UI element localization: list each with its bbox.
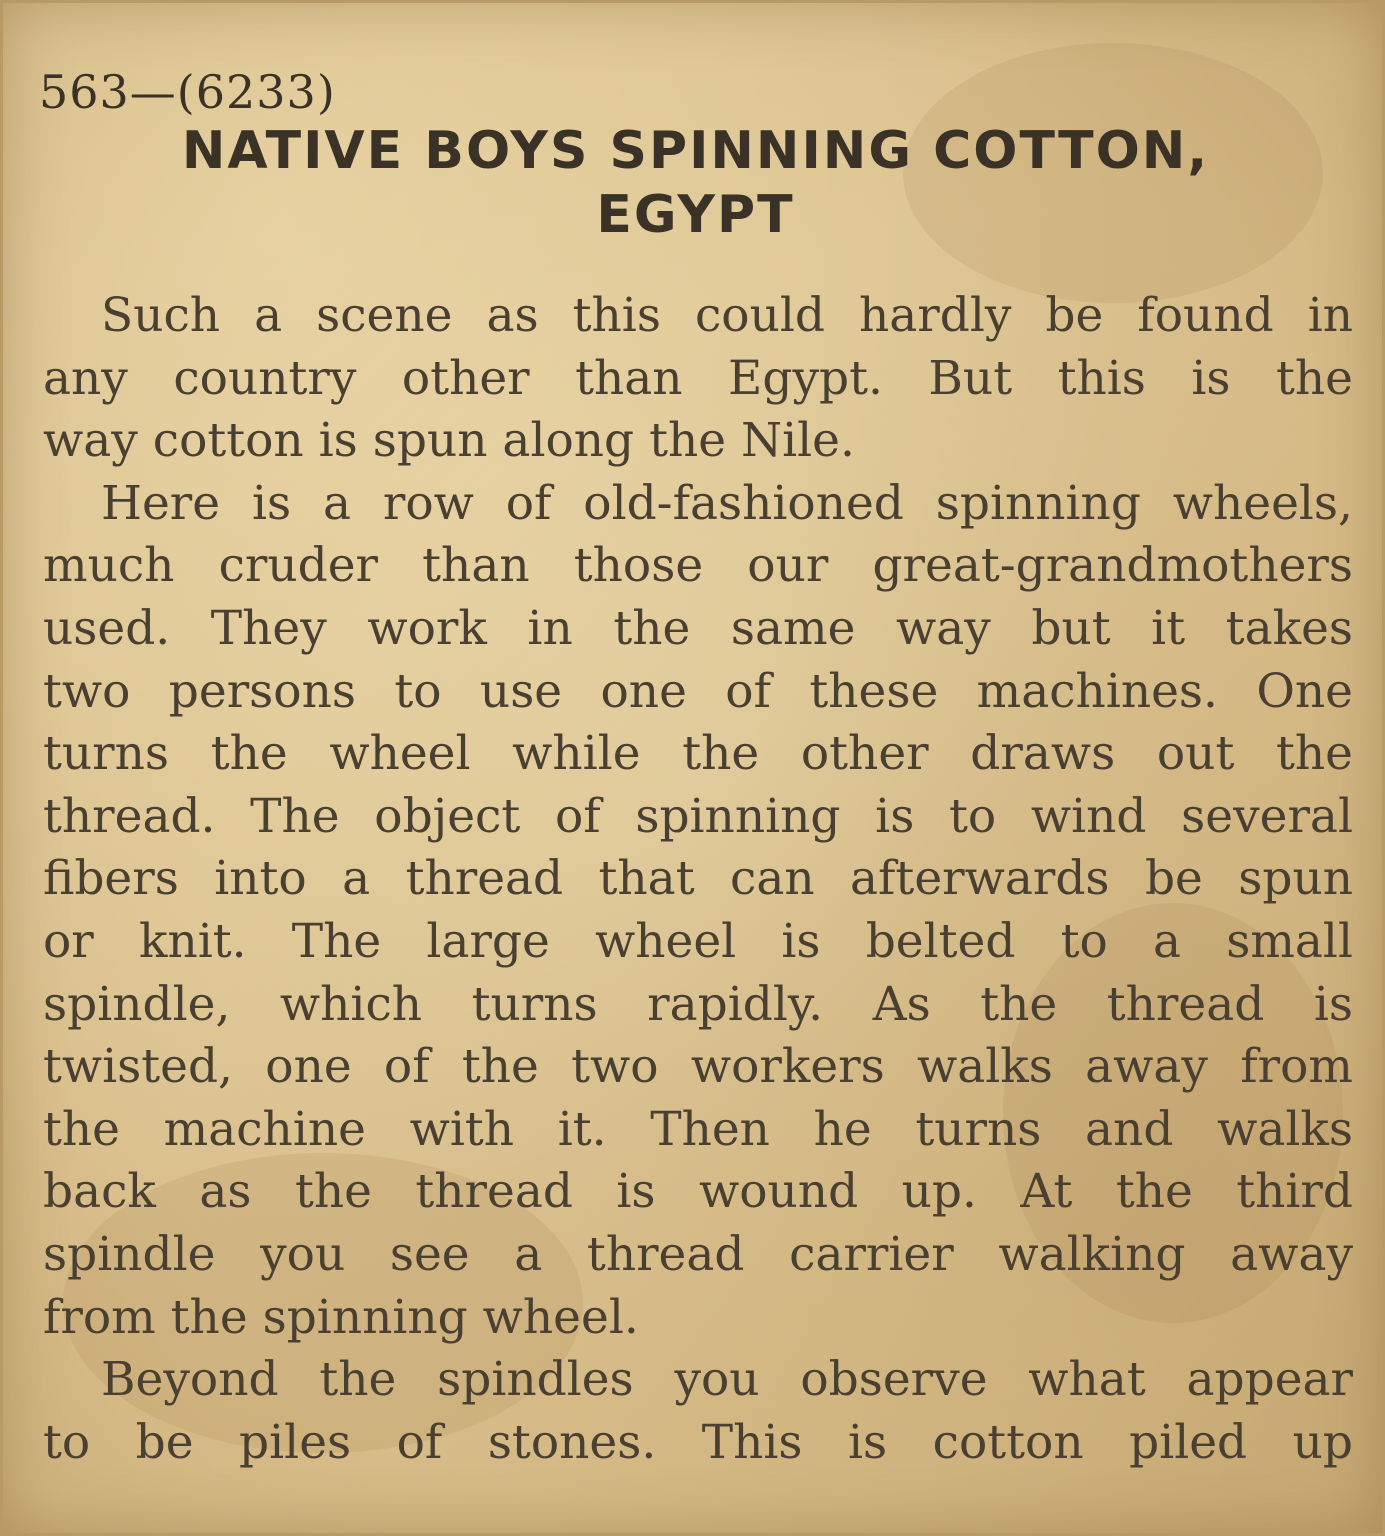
text-line: Here is a row of old-fashioned spinning wheels,	[101, 475, 1353, 531]
text-line: any country other than Egypt. But this is the	[43, 350, 1353, 406]
card-title-line-1: NATIVE BOYS SPINNING COTTON,	[181, 121, 1210, 181]
text-line: spindle, which turns rapidly. As the thread is	[43, 976, 1353, 1032]
text-line: to be piles of stones. This is cotton piled up	[43, 1414, 1353, 1470]
text-line: two persons to use one of these machines. One	[43, 663, 1353, 719]
text-line: turns the wheel while the other draws out the	[43, 726, 1353, 782]
text-line: twisted, one of the two workers walks away from	[43, 1039, 1353, 1095]
text-line: much cruder than those our great-grandmothers	[43, 538, 1353, 594]
text-line: from the spinning wheel.	[43, 1289, 639, 1345]
text-line: or knit. The large wheel is belted to a small	[43, 913, 1353, 969]
text-line: fibers into a thread that can afterwards be spun	[43, 851, 1353, 907]
text-line: way cotton is spun along the Nile.	[43, 413, 855, 469]
text-line: Such a scene as this could hardly be found in	[101, 288, 1353, 343]
card-title-line-2: EGYPT	[596, 185, 795, 245]
text-line: used. They work in the same way but it takes	[43, 600, 1353, 656]
text-line: spindle you see a thread carrier walking away	[43, 1226, 1353, 1282]
catalog-number: 563—(6233)	[39, 65, 336, 119]
description-text	[43, 285, 1353, 1474]
card-title	[63, 119, 1328, 247]
text-line: back as the thread is wound up. At the third	[43, 1164, 1353, 1220]
text-line: Beyond the spindles you observe what appear	[101, 1352, 1353, 1408]
text-line: thread. The object of spinning is to wind several	[43, 788, 1353, 844]
text-line: the machine with it. Then he turns and walks	[43, 1101, 1353, 1157]
